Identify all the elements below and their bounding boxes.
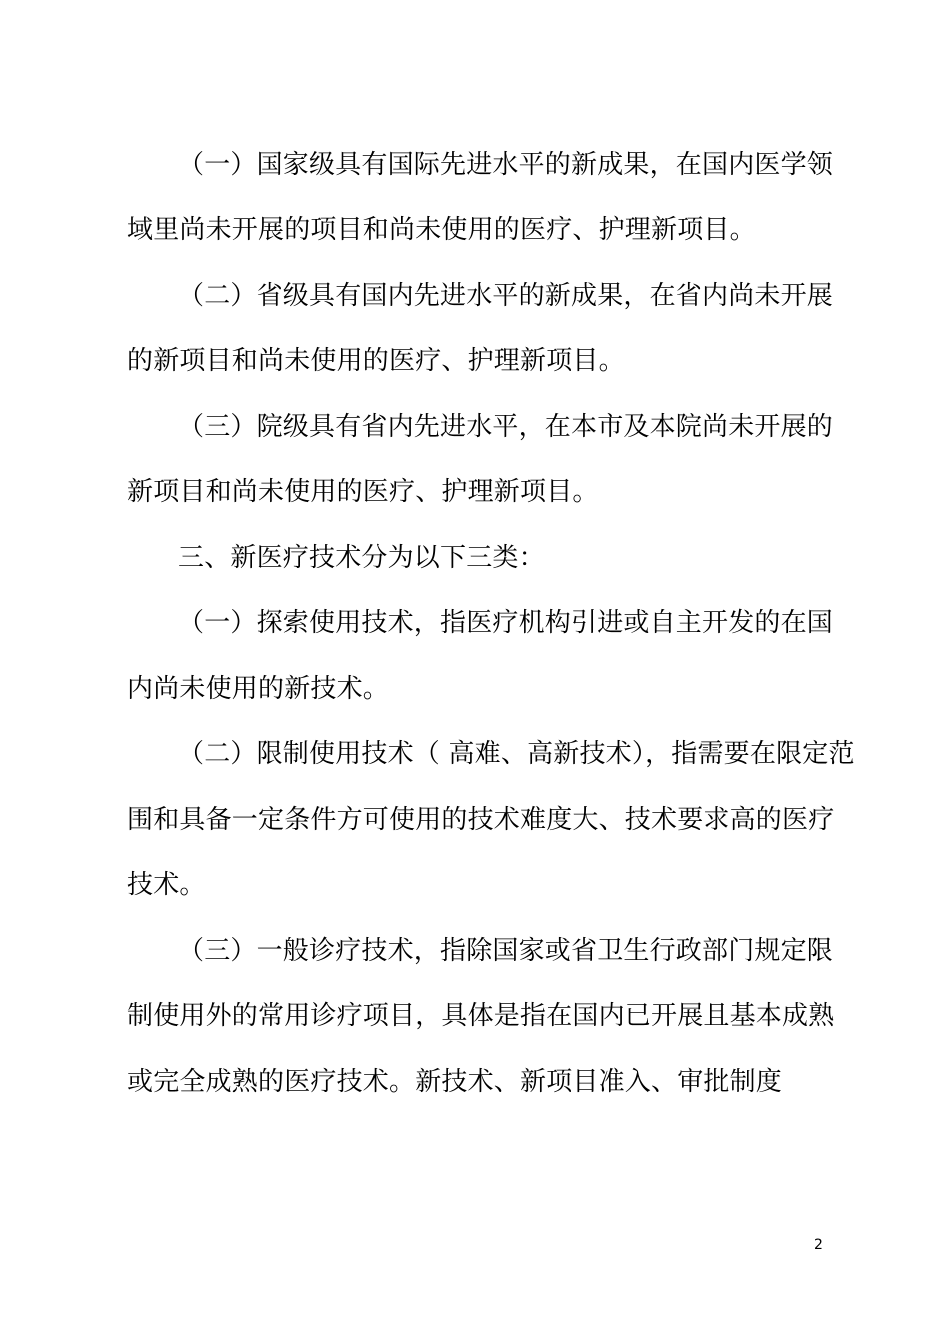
page-number: 2 xyxy=(814,1237,823,1253)
paragraph-line-11: 围和具备一定条件方可使用的技术难度大、技术要求高的医疗 xyxy=(127,805,835,835)
paragraph-line-8: （一）探索使用技术，指医疗机构引进或自主开发的在国 xyxy=(178,608,834,638)
paragraph-line-6: 新项目和尚未使用的医疗、护理新项目。 xyxy=(127,477,599,507)
paragraph-line-2: 域里尚未开展的项目和尚未使用的医疗、护理新项目。 xyxy=(127,215,756,245)
section-heading: 三、新医疗技术分为以下三类： xyxy=(178,543,545,573)
paragraph-line-1: （一）国家级具有国际先进水平的新成果，在国内医学领 xyxy=(178,150,834,180)
paragraph-line-4: 的新项目和尚未使用的医疗、护理新项目。 xyxy=(127,346,625,376)
paragraph-line-10: （二）限制使用技术（ 高难、高新技术），指需要在限定范 xyxy=(178,739,855,769)
paragraph-line-5: （三）院级具有省内先进水平，在本市及本院尚未开展的 xyxy=(178,412,834,442)
paragraph-line-13: （三）一般诊疗技术，指除国家或省卫生行政部门规定限 xyxy=(178,936,834,966)
paragraph-line-3: （二）省级具有国内先进水平的新成果，在省内尚未开展 xyxy=(178,281,834,311)
paragraph-line-14: 制使用外的常用诊疗项目，具体是指在国内已开展且基本成熟 xyxy=(127,1001,835,1031)
paragraph-line-12: 技术。 xyxy=(127,870,206,900)
paragraph-line-9: 内尚未使用的新技术。 xyxy=(127,674,390,704)
paragraph-line-15: 或完全成熟的医疗技术。新技术、新项目准入、审批制度 xyxy=(127,1067,783,1097)
